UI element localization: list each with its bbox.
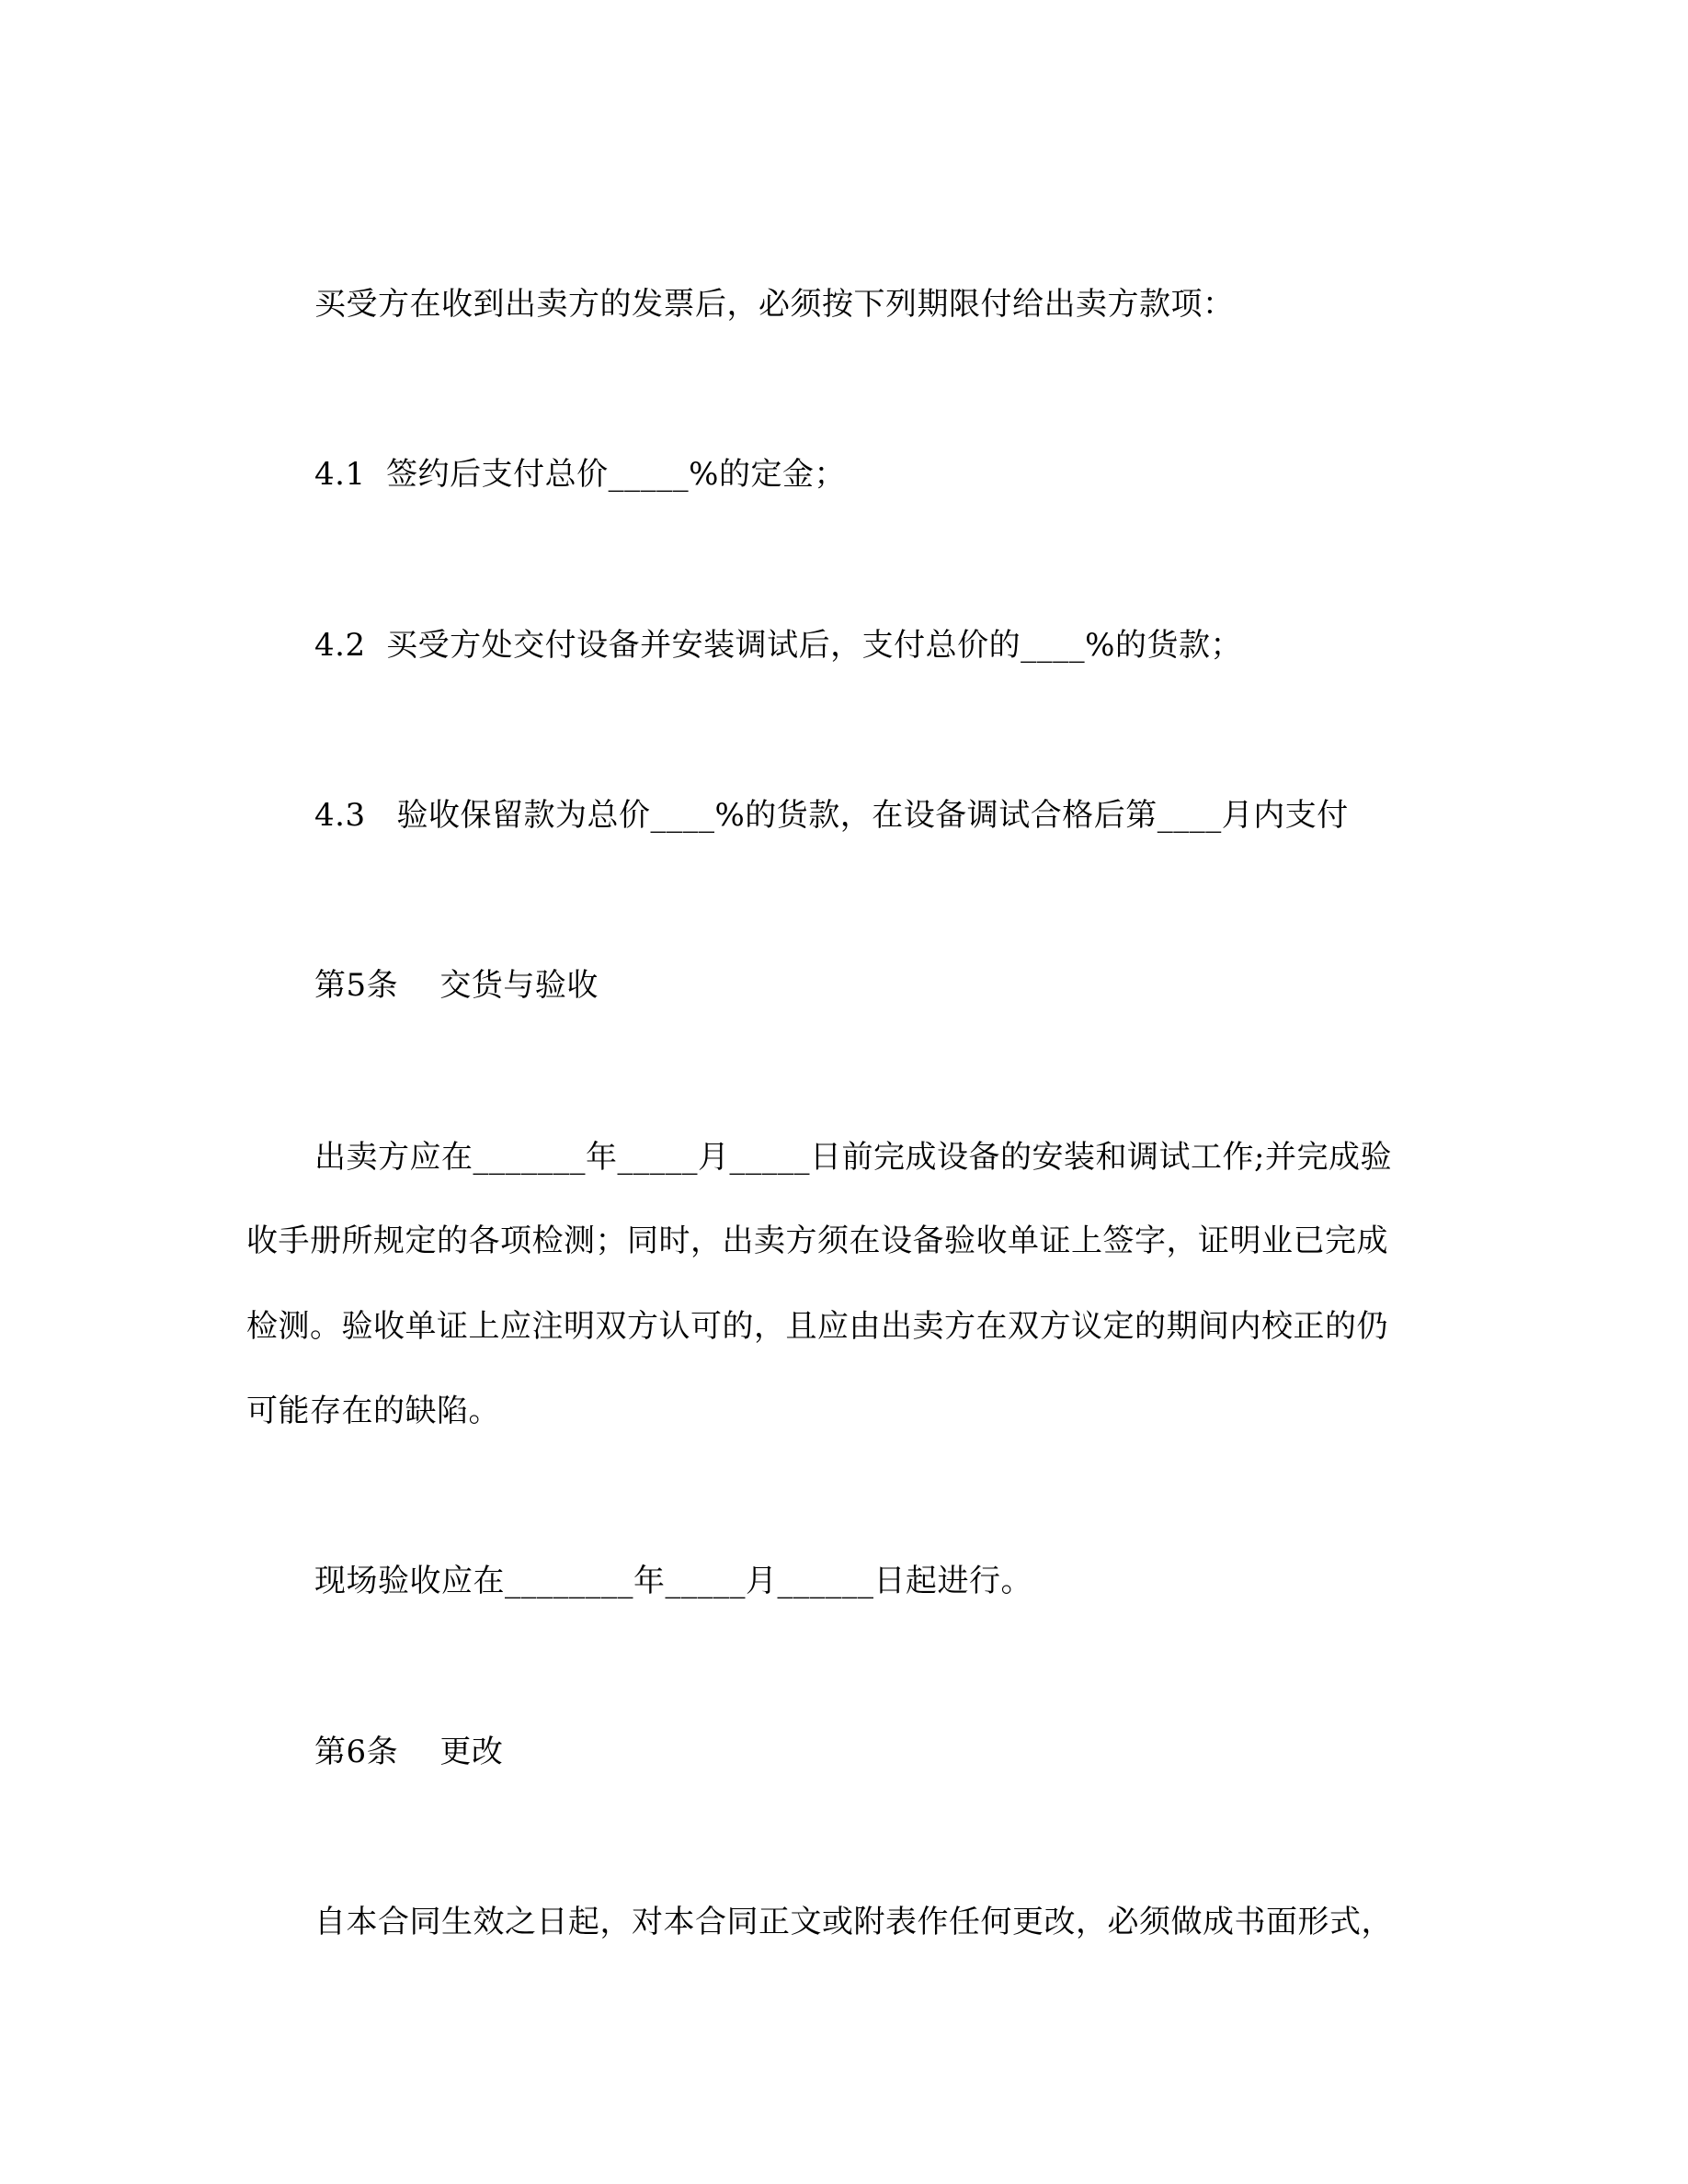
section-heading-5: 第5条 交货与验收 xyxy=(314,967,599,1004)
clause-4-1: 4.1 签约后支付总价_____%的定金； xyxy=(314,456,846,493)
paragraph-delivery-line-2: 收手册所规定的各项检测；同时，出卖方须在设备验收单证上签字，证明业已完成 xyxy=(246,1223,1388,1259)
clause-4-2: 4.2 买受方处交付设备并安装调试后，支付总价的____%的货款； xyxy=(314,627,1242,664)
paragraph-payment-intro: 买受方在收到出卖方的发票后，必须按下列期限付给出卖方款项： xyxy=(314,286,1235,323)
paragraph-delivery-line-3: 检测。验收单证上应注明双方认可的，且应由出卖方在双方议定的期间内校正的仍 xyxy=(246,1308,1388,1345)
paragraph-delivery-line-4: 可能存在的缺陷。 xyxy=(246,1393,500,1429)
paragraph-amendment: 自本合同生效之日起，对本合同正文或附表作任何更改，必须做成书面形式， xyxy=(314,1904,1393,1940)
paragraph-site-acceptance: 现场验收应在________年_____月______日起进行。 xyxy=(314,1563,1032,1599)
clause-4-3: 4.3 验收保留款为总价____%的货款，在设备调试合格后第____月内支付 xyxy=(314,797,1349,834)
section-heading-6: 第6条 更改 xyxy=(314,1734,504,1770)
paragraph-delivery-line-1: 出卖方应在_______年_____月_____日前完成设备的安装和调试工作;并完成验 xyxy=(314,1139,1392,1176)
